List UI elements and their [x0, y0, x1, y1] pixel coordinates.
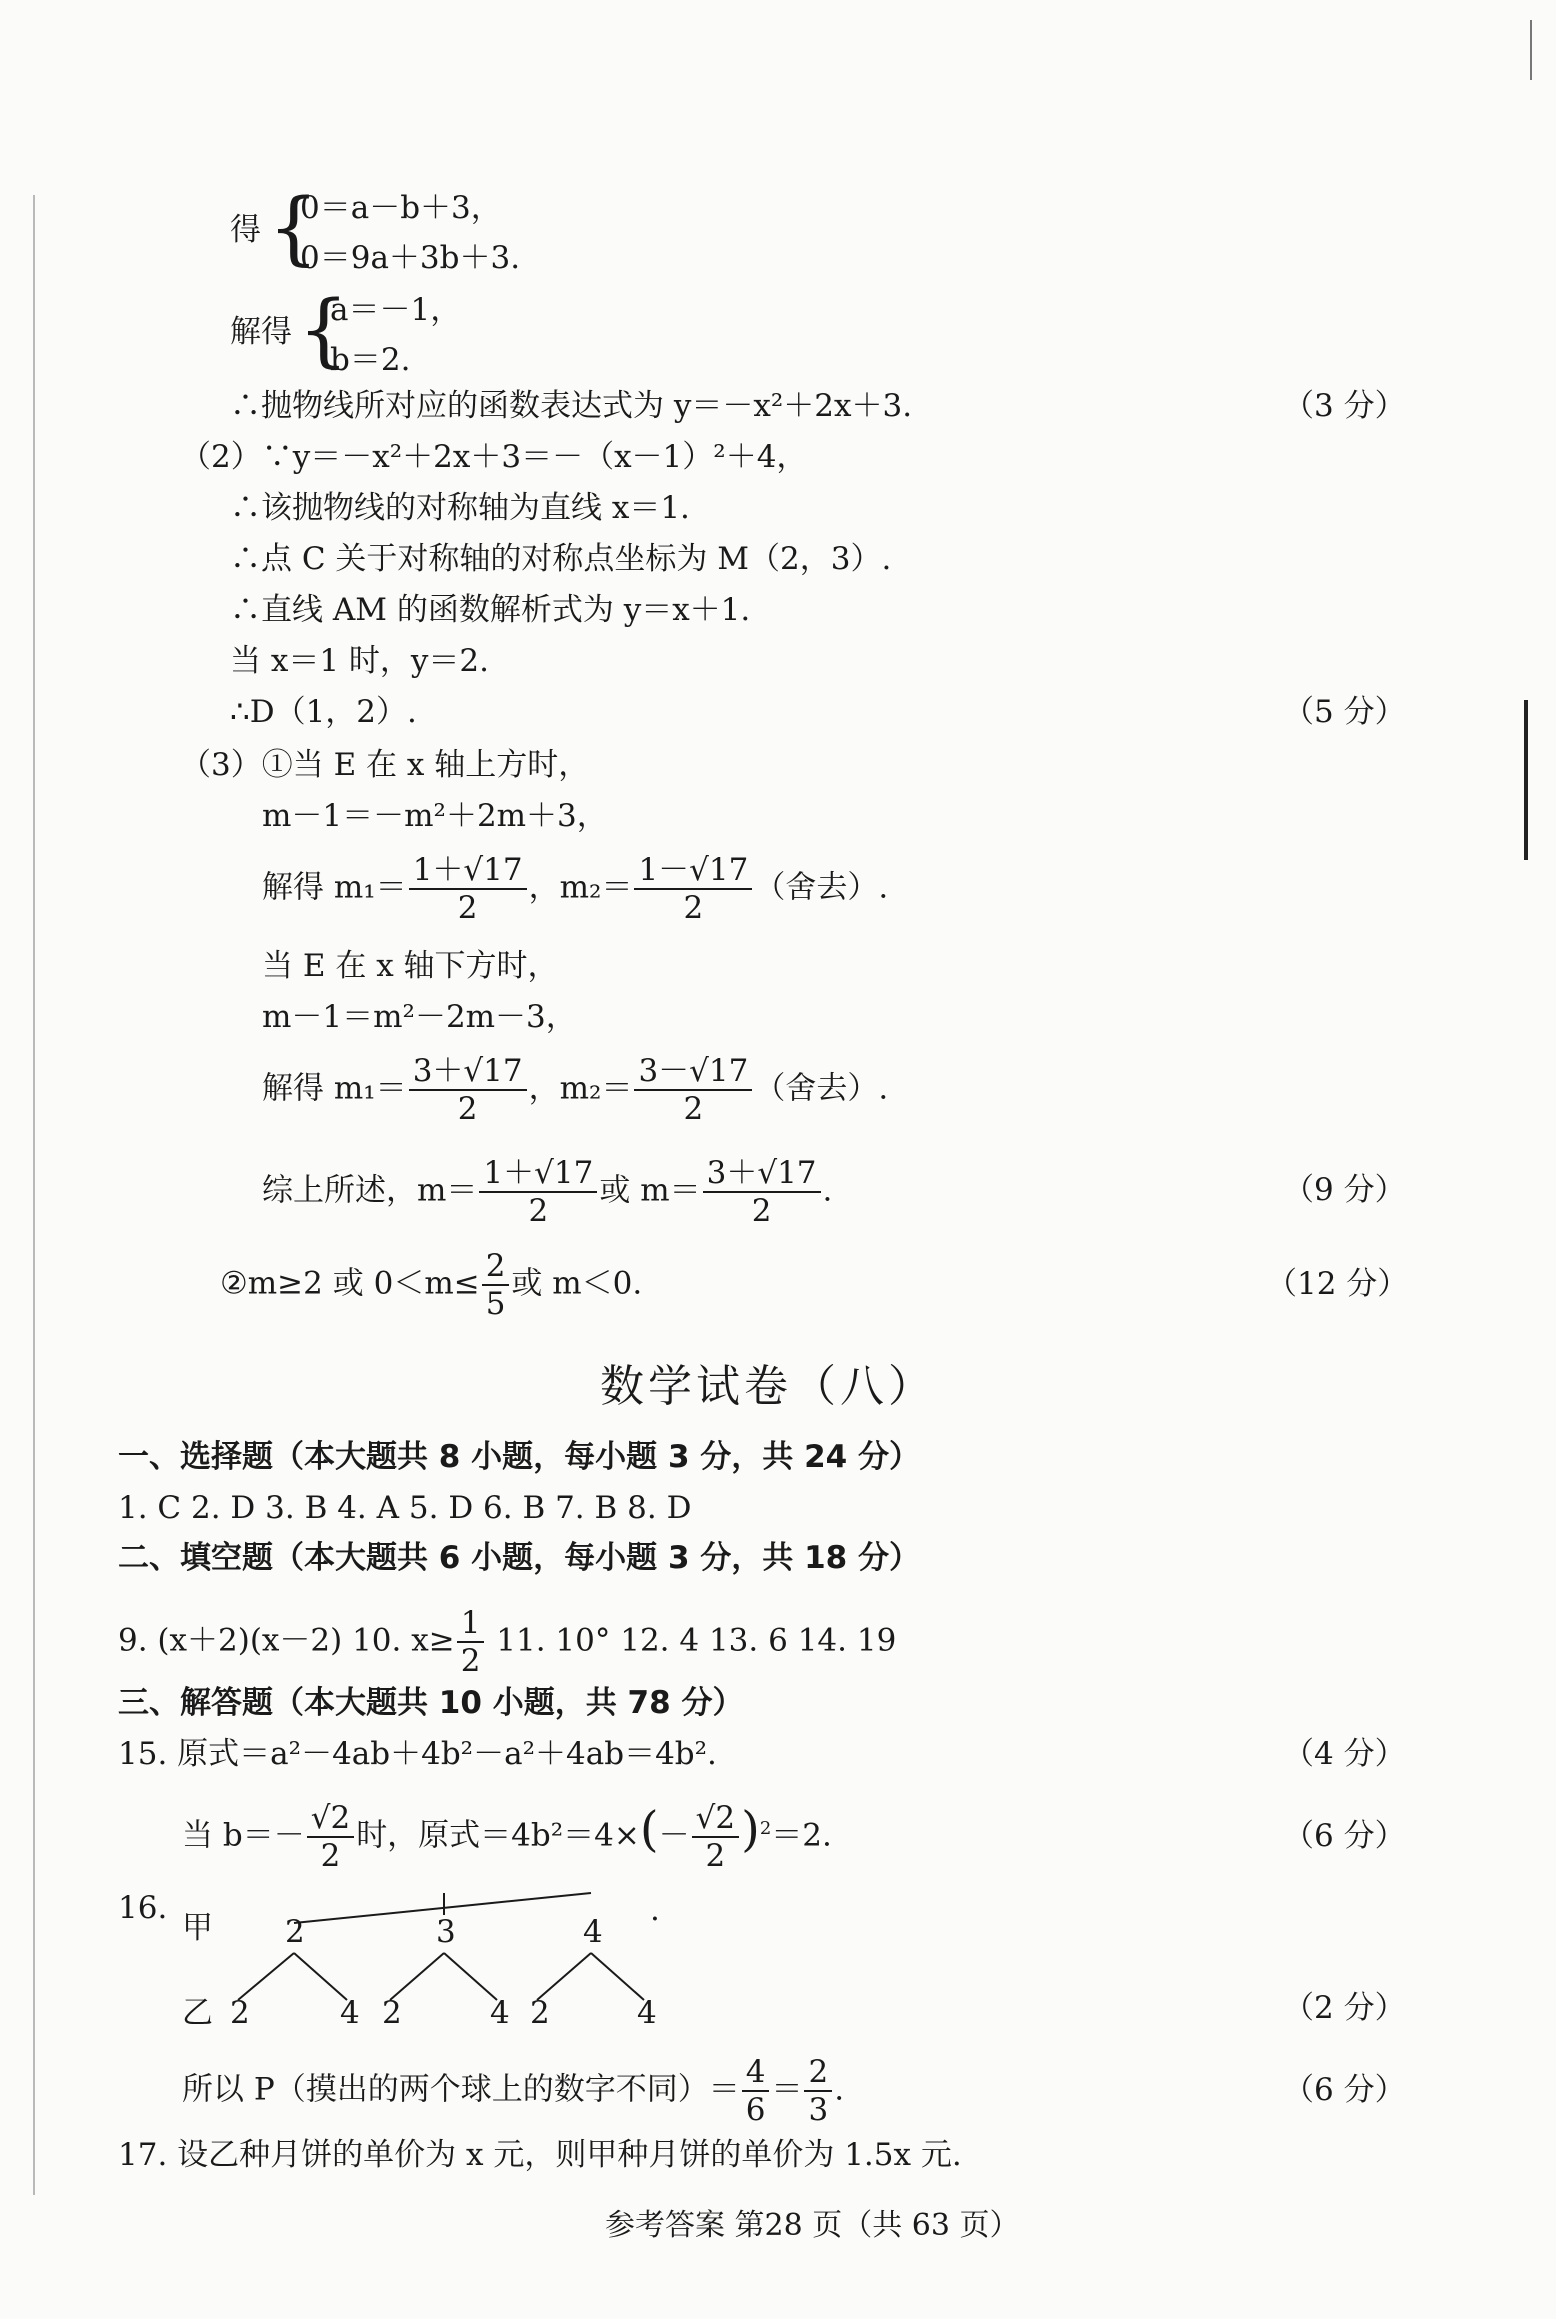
text: 或 m＜0. — [511, 1265, 643, 1302]
denominator: 2 — [528, 1193, 549, 1229]
answers-choice: 1. C 2. D 3. B 4. A 5. D 6. B 7. B 8. D — [118, 1490, 692, 1526]
denominator: 2 — [457, 1091, 478, 1127]
numerator: √2 — [307, 1800, 354, 1838]
text: ②m≥2 或 0＜m≤ — [220, 1265, 480, 1302]
score: （5 分） — [1283, 694, 1406, 730]
denominator: 2 — [751, 1193, 772, 1229]
q16-probability: 所以 P（摸出的两个球上的数字不同）＝ $\frac{4}{6}$ ＝ $\frac{2}{3}$ . — [182, 2054, 845, 2128]
text: ，m₂＝ — [528, 869, 633, 906]
brace: { — [268, 181, 319, 274]
line-p2f: ∴D（1，2）. — [230, 694, 417, 730]
numerator: 3＋√17 — [703, 1155, 821, 1193]
tree-label-yi: 乙 — [182, 1995, 213, 2031]
denominator: 2 — [683, 1091, 704, 1127]
score: （3 分） — [1283, 388, 1406, 424]
tree-leaf: 2 — [230, 1995, 250, 2031]
numerator: 1 — [457, 1605, 485, 1643]
tree-leaf: 2 — [530, 1995, 550, 2031]
text: 11. 10° 12. 4 13. 6 14. 19 — [486, 1622, 897, 1659]
line-p2d: ∴直线 AM 的函数解析式为 y＝x＋1. — [230, 592, 751, 628]
numerator: 3－√17 — [634, 1053, 752, 1091]
q16-label: 16. — [118, 1890, 168, 1926]
system-sol-2: b＝2. — [330, 342, 411, 378]
line-p3b: m－1＝－m²＋2m＋3， — [262, 798, 608, 834]
line-p3d: 当 E 在 x 轴下方时， — [262, 948, 559, 984]
numerator: 1＋√17 — [479, 1155, 597, 1193]
q15-line2: 当 b＝－ $\frac{√2}{2}$ 时，原式＝4b²＝4×(－ $\frac{√2}{2}$ )$^2$＝2. — [182, 1800, 832, 1874]
line-parabola: ∴抛物线所对应的函数表达式为 y＝－x²＋2x＋3. — [230, 388, 913, 424]
text: 所以 P（摸出的两个球上的数字不同）＝ — [182, 2071, 740, 2108]
numerator: 1－√17 — [634, 852, 752, 890]
tree-leaf: 4 — [340, 1995, 360, 2031]
q17-line: 17. 设乙种月饼的单价为 x 元，则甲种月饼的单价为 1.5x 元. — [118, 2137, 962, 2173]
tree-leaf: 4 — [637, 1995, 657, 2031]
page-footer: 参考答案 第28 页（共 63 页） — [605, 2208, 1020, 2243]
score: （2 分） — [1283, 1990, 1406, 2026]
paren: ( — [639, 1801, 659, 1858]
score: （6 分） — [1283, 2072, 1406, 2108]
fraction — [742, 2054, 770, 2128]
denominator: 2 — [320, 1838, 341, 1874]
line-p2e: 当 x＝1 时，y＝2. — [230, 643, 490, 679]
numerator: √2 — [692, 1800, 739, 1838]
line-p3e: m－1＝m²－2m－3， — [262, 999, 577, 1035]
denominator: 2 — [683, 890, 704, 926]
tree-dot: . — [650, 1892, 660, 1928]
numerator: 2 — [482, 1248, 510, 1286]
line-p2c: ∴点 C 关于对称轴的对称点坐标为 M（2，3）. — [230, 541, 892, 577]
text: . — [822, 1172, 833, 1209]
line-de: 得 — [230, 212, 261, 248]
text: （舍去）. — [754, 869, 889, 906]
score: （12 分） — [1266, 1266, 1409, 1302]
fraction — [804, 2054, 832, 2128]
brace: { — [298, 283, 349, 376]
tree-top-node: 3 — [436, 1914, 456, 1950]
tree-leaf: 2 — [382, 1995, 402, 2031]
score: （6 分） — [1283, 1818, 1406, 1854]
tree-top-node: 2 — [285, 1914, 305, 1950]
denominator: 2 — [457, 890, 478, 926]
denominator: 3 — [808, 2092, 829, 2128]
text: 9. (x＋2)(x－2) 10. x≥ — [118, 1622, 455, 1659]
system-eq-1: 0＝a－b＋3， — [300, 190, 502, 226]
exam-title: 数学试卷（八） — [600, 1361, 936, 1412]
q15-line1: 15. 原式＝a²－4ab＋4b²－a²＋4ab＝4b². — [118, 1736, 717, 1772]
text: . — [834, 2071, 845, 2108]
tree-label-jia: 甲 — [182, 1910, 213, 1946]
text: 解得 m₁＝ — [262, 1070, 407, 1107]
text: 时，原式＝4b²＝4× — [356, 1817, 640, 1854]
line-p3a: （3）①当 E 在 x 轴上方时， — [180, 747, 590, 783]
numerator: 2 — [804, 2054, 832, 2092]
section-header: 一、选择题（本大题共 8 小题，每小题 3 分，共 24 分） — [118, 1439, 921, 1475]
denominator: 6 — [745, 2092, 766, 2128]
line-p2b: ∴该抛物线的对称轴为直线 x＝1. — [230, 490, 690, 526]
tree-leaf: 4 — [490, 1995, 510, 2031]
line-p2a: （2）∵y＝－x²＋2x＋3＝－（x－1）²＋4， — [180, 439, 808, 475]
paren: ) — [741, 1801, 760, 1858]
system-eq-2: 0＝9a＋3b＋3. — [300, 240, 521, 276]
text: 解得 m₁＝ — [262, 869, 407, 906]
exponent: 2 — [759, 1818, 772, 1840]
text: 当 b＝－ — [182, 1817, 305, 1854]
text: 综上所述，m＝ — [262, 1172, 478, 1209]
text: ，m₂＝ — [528, 1070, 633, 1107]
score: （4 分） — [1283, 1736, 1406, 1772]
denominator: 5 — [485, 1286, 506, 1322]
denominator: 2 — [705, 1838, 726, 1874]
text: 或 m＝ — [599, 1172, 701, 1209]
tree-top-node: 4 — [583, 1914, 603, 1950]
section-header: 三、解答题（本大题共 10 小题，共 78 分） — [118, 1685, 744, 1721]
line-jiede: 解得 — [230, 314, 292, 350]
text: ＝2. — [771, 1817, 832, 1854]
section-header: 二、填空题（本大题共 6 小题，每小题 3 分，共 18 分） — [118, 1540, 921, 1576]
numerator: 4 — [742, 2054, 770, 2092]
score: （9 分） — [1283, 1172, 1406, 1208]
text: （舍去）. — [754, 1070, 889, 1107]
numerator: 1＋√17 — [409, 852, 527, 890]
numerator: 3＋√17 — [409, 1053, 527, 1091]
system-sol-1: a＝－1， — [330, 292, 462, 328]
denominator: 2 — [460, 1643, 481, 1679]
